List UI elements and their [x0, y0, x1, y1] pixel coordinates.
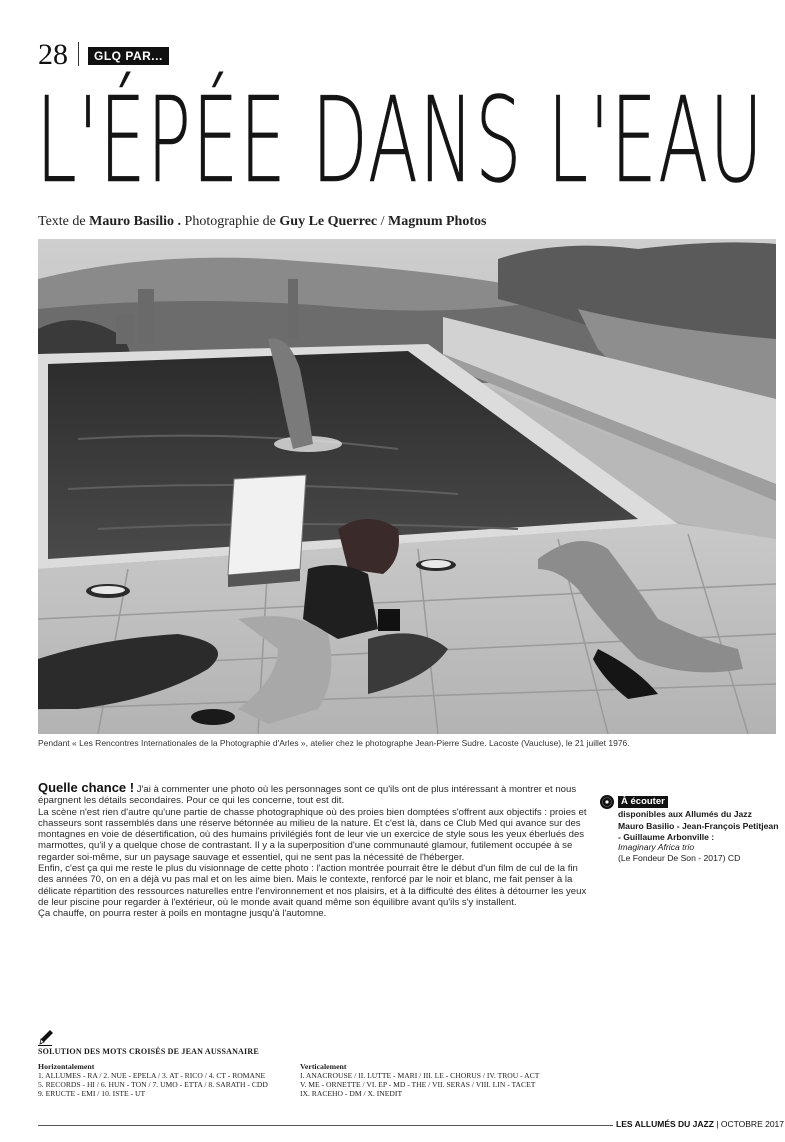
page-number-divider — [78, 42, 79, 66]
crossword-vertical-line: I. ANACROUSE / II. LUTTE - MARI / III. LE - CHORUS / IV. TROU - ACT — [300, 1071, 540, 1080]
listen-album: Imaginary Africa trio — [618, 842, 695, 852]
rubric-badge: GLQ PAR... — [88, 47, 169, 65]
credit-separator: / — [377, 214, 389, 229]
pencil-icon — [38, 1028, 54, 1046]
article-body — [38, 782, 590, 920]
crossword-horizontal-line: 1. ALLUMES - RA / 2. NUE - EPELA / 3. AT - RICO / 4. CT - ROMANE — [38, 1071, 266, 1080]
page-number: 28 — [38, 38, 68, 71]
page-title: L'ÉPÉE DANS L'EAU — [36, 71, 765, 209]
crossword-title: SOLUTION DES MOTS CROISÉS DE JEAN AUSSANAIRE — [38, 1047, 259, 1056]
footer — [616, 1118, 784, 1130]
author-name: Mauro Basilio . — [89, 214, 182, 229]
crossword-horizontal-heading: Horizontalement — [38, 1062, 95, 1071]
agency-name: Magnum Photos — [388, 214, 487, 229]
footer-rule — [38, 1125, 613, 1126]
article-lead: Quelle chance ! — [38, 780, 135, 795]
footer-publication: LES ALLUMÉS DU JAZZ — [616, 1119, 714, 1129]
article-paragraph-4: Ça chauffe, on pourra rester à poils en montagne jusqu'à l'automne. — [38, 908, 327, 920]
crossword-horizontal — [38, 1062, 300, 1098]
article-paragraph-1-text: J'ai à commenter une photo où les personnages sont ce qu'ils ont de plus intéressant à montrer et nous épargnent les détails secondaires. Pour ce qui les concerne, tout est dit. — [38, 784, 577, 807]
crossword-horizontal-line: 9. ERUCTE - EMI / 10. ISTE - UT — [38, 1089, 146, 1098]
photographer-name: Guy Le Querrec — [279, 214, 378, 229]
vinyl-icon — [600, 795, 614, 809]
crossword-horizontal-line: 5. RECORDS - HI / 6. HUN - TON / 7. UMO - ETTA / 8. SARATH - CDD — [38, 1080, 268, 1089]
crossword-vertical-line: V. ME - ORNETTE / VI. EP - MD - THE / VII. SERAS / VIII. LIN - TACET — [300, 1080, 536, 1089]
listen-artists: Mauro Basilio - Jean-François Petitjean - Guillaume Arbonville : — [618, 821, 779, 842]
crossword-vertical-line: IX. RACEHO - DM / X. INEDIT — [300, 1089, 403, 1098]
pool-photograph — [38, 239, 776, 734]
footer-issue: OCTOBRE 2017 — [720, 1119, 785, 1129]
crossword-vertical-heading: Verticalement — [300, 1062, 347, 1071]
listen-subheading: disponibles aux Allumés du Jazz — [618, 809, 752, 819]
article-paragraph-2: La scène n'est rien d'autre qu'une partie de chasse photographique où des proies bien domptées s'offrent aux objectifs : proies et chasseurs sont rassemblés dans une réserve bétonnée au milieu de la nature. Et c'est là, dans ce Club Med qui avance sur des montagnes en voie de désertification, où des humains privilégiés font de leur vie un exercice de style sous les yeux éberlués des marmottes, qu'il y a quelque chose de contrastant. Il y a la superposition d'une communauté glamour, futilement occupée à se regarder soi-même, sur un paysage sauvage et essentiel, qui ne sent pas la nécessité de l'héberger. — [38, 806, 587, 863]
article-paragraph-3: Enfin, c'est ça qui me reste le plus du visionnage de cette photo : l'action montrée pourrait être le début d'un film de cul de la fin des années 70, on en a déjà vu pas mal et on les aime bien. Mais le contexte, renforcé par le noir et blanc, me fait penser à la délicate répartition des ressources naturelles entre l'environnement et nos plaisirs, et à la difficulté des élites à détourner les yeux de leur piscine pour regarder à l'extérieur, où le monde avait quand même son équilibre avant qu'ils s'y installent. — [38, 863, 587, 908]
photo-prefix: Photographie de — [181, 214, 280, 229]
listen-heading: À écouter — [618, 796, 668, 808]
credit-line — [38, 213, 486, 231]
footer-separator: | — [713, 1119, 721, 1129]
listen-label: (Le Fondeur De Son - 2017) CD — [618, 853, 741, 863]
crossword-vertical — [300, 1062, 560, 1098]
text-prefix: Texte de — [38, 214, 90, 229]
article-paragraph-1 — [38, 782, 590, 807]
photo-caption: Pendant « Les Rencontres Internationales de la Photographie d'Arles », atelier chez le photographe Jean-Pierre Sudre. Lacoste (Vaucluse), le 21 juillet 1976. — [38, 738, 630, 748]
